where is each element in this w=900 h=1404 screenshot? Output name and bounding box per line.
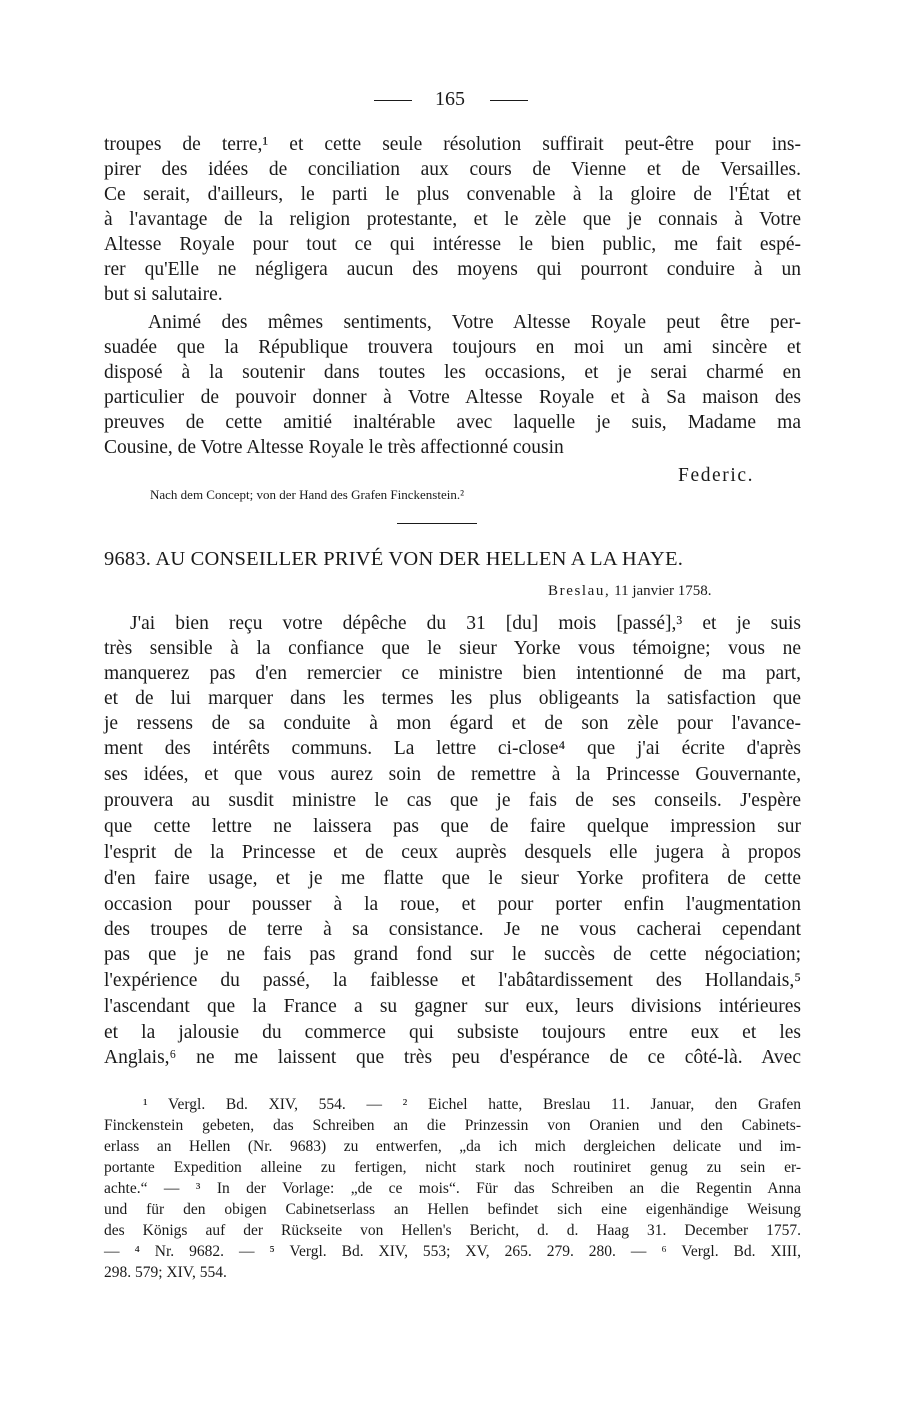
letter-place: Breslau, bbox=[548, 583, 611, 599]
text-line: occasion pour pousser à la roue, et pour porter enfin l'augmentation bbox=[104, 894, 801, 915]
header-rule-right bbox=[490, 100, 528, 101]
footnote-line: 298. 579; XIV, 554. bbox=[104, 1264, 227, 1281]
text-line: l'esprit de la Princesse et de ceux auprès desquels elle jugera à propos bbox=[104, 842, 801, 863]
text-line: rer qu'Elle ne négligera aucun des moyens qui pourront conduire à un bbox=[104, 259, 801, 280]
footnote-line: achte.“ — ³ In der Vorlage: „de ce mois“. Für das Schreiben an die Regentin Anna bbox=[104, 1180, 801, 1197]
text-line: ses idées, et que vous aurez soin de remettre à la Princesse Gouvernante, bbox=[104, 764, 801, 785]
letter-heading: 9683. AU CONSEILLER PRIVÉ VON DER HELLEN A LA HAYE. bbox=[104, 548, 684, 570]
text-line: particulier de pouvoir donner à Votre Altesse Royale et à Sa maison des bbox=[104, 387, 801, 408]
footnote-line: erlass an Hellen (Nr. 9683) zu entwerfen, „da ich mich dergleichen delicate und im- bbox=[104, 1138, 801, 1155]
text-line: troupes de terre,¹ et cette seule résolution suffirait peut-être pour ins- bbox=[104, 134, 801, 155]
footnote-line: portante Expedition alleine zu fertigen, nicht stark noch routiniret genug zu sein er- bbox=[104, 1159, 801, 1176]
text-line: l'expérience du passé, la faiblesse et l'abâtardissement des Hollandais,⁵ bbox=[104, 970, 801, 991]
text-line: manquerez pas d'en remercier ce ministre bien intentionné de ma part, bbox=[104, 663, 801, 684]
text-line: but si salutaire. bbox=[104, 284, 223, 305]
source-note: Nach dem Concept; von der Hand des Grafen Finckenstein.² bbox=[150, 487, 464, 502]
text-line: d'en faire usage, et je me flatte que le sieur Yorke profitera de cette bbox=[104, 868, 801, 889]
text-line: et de lui marquer dans les termes les plus obligeants la satisfaction que bbox=[104, 688, 801, 709]
text-line: J'ai bien reçu votre dépêche du 31 [du] mois [passé],³ et je suis bbox=[130, 613, 801, 634]
text-line: Altesse Royale pour tout ce qui intéresse le bien public, me fait espé- bbox=[104, 234, 801, 255]
text-line: Ce serait, d'ailleurs, le parti le plus convenable à la gloire de l'État et bbox=[104, 184, 801, 205]
text-line: Anglais,⁶ ne me laissent que très peu d'espérance de ce côté-là. Avec bbox=[104, 1047, 801, 1068]
footnote-line: des Königs auf der Rückseite von Hellen's Bericht, d. d. Haag 31. December 1757. bbox=[104, 1222, 801, 1239]
text-line: Cousine, de Votre Altesse Royale le très affectionné cousin bbox=[104, 437, 564, 458]
text-line: suadée que la République trouvera toujours en moi un ami sincère et bbox=[104, 337, 801, 358]
footnote-line: und für den obigen Cabinetserlass an Hellen befindet sich eine eigenhändige Weisung bbox=[104, 1201, 801, 1218]
text-line: ment des intérêts communs. La lettre ci-close⁴ que j'ai écrite d'après bbox=[104, 738, 801, 759]
text-line: preuves de cette amitié inaltérable avec laquelle je suis, Madame ma bbox=[104, 412, 801, 433]
text-line: Animé des mêmes sentiments, Votre Altesse Royale peut être per- bbox=[148, 312, 801, 333]
text-line: que cette lettre ne laissera pas que de faire quelque impression sur bbox=[104, 816, 801, 837]
letter-dateline bbox=[548, 580, 711, 602]
footnote-line: — ⁴ Nr. 9682. — ⁵ Vergl. Bd. XIV, 553; XV, 265. 279. 280. — ⁶ Vergl. Bd. XIII, bbox=[104, 1243, 801, 1260]
footnote-line: Finckenstein gebeten, das Schreiben an die Prinzessin von Oranien und den Cabinets- bbox=[104, 1117, 801, 1134]
text-line: l'ascendant que la France a su gagner sur eux, leurs divisions intérieures bbox=[104, 996, 801, 1017]
section-divider bbox=[397, 523, 477, 524]
text-line: à l'avantage de la religion protestante, et le zèle que je connais à Votre bbox=[104, 209, 801, 230]
header-rule-left bbox=[374, 100, 412, 101]
text-line: et la jalousie du commerce qui subsiste toujours entre eux et les bbox=[104, 1022, 801, 1043]
text-line: je ressens de sa conduite à mon égard et de son zèle pour l'avance- bbox=[104, 713, 801, 734]
letter-date: 11 janvier 1758. bbox=[614, 583, 712, 599]
signature: Federic. bbox=[678, 465, 755, 486]
text-line: pirer des idées de conciliation aux cours de Vienne et de Versailles. bbox=[104, 159, 801, 180]
page-number: 165 bbox=[435, 88, 465, 110]
text-line: disposé à la soutenir dans toutes les occasions, et je serai charmé en bbox=[104, 362, 801, 383]
footnote-line: ¹ Vergl. Bd. XIV, 554. — ² Eichel hatte, Breslau 11. Januar, den Grafen bbox=[143, 1096, 801, 1113]
text-line: très sensible à la confiance que le sieur Yorke vous témoigne; vous ne bbox=[104, 638, 801, 659]
text-line: pas que je ne fais pas grand fond sur le succès de cette négociation; bbox=[104, 944, 801, 965]
text-line: des troupes de terre à sa consistance. Je ne vous cacherai cependant bbox=[104, 919, 801, 940]
text-line: prouvera au susdit ministre le cas que je fais de ses conseils. J'espère bbox=[104, 790, 801, 811]
